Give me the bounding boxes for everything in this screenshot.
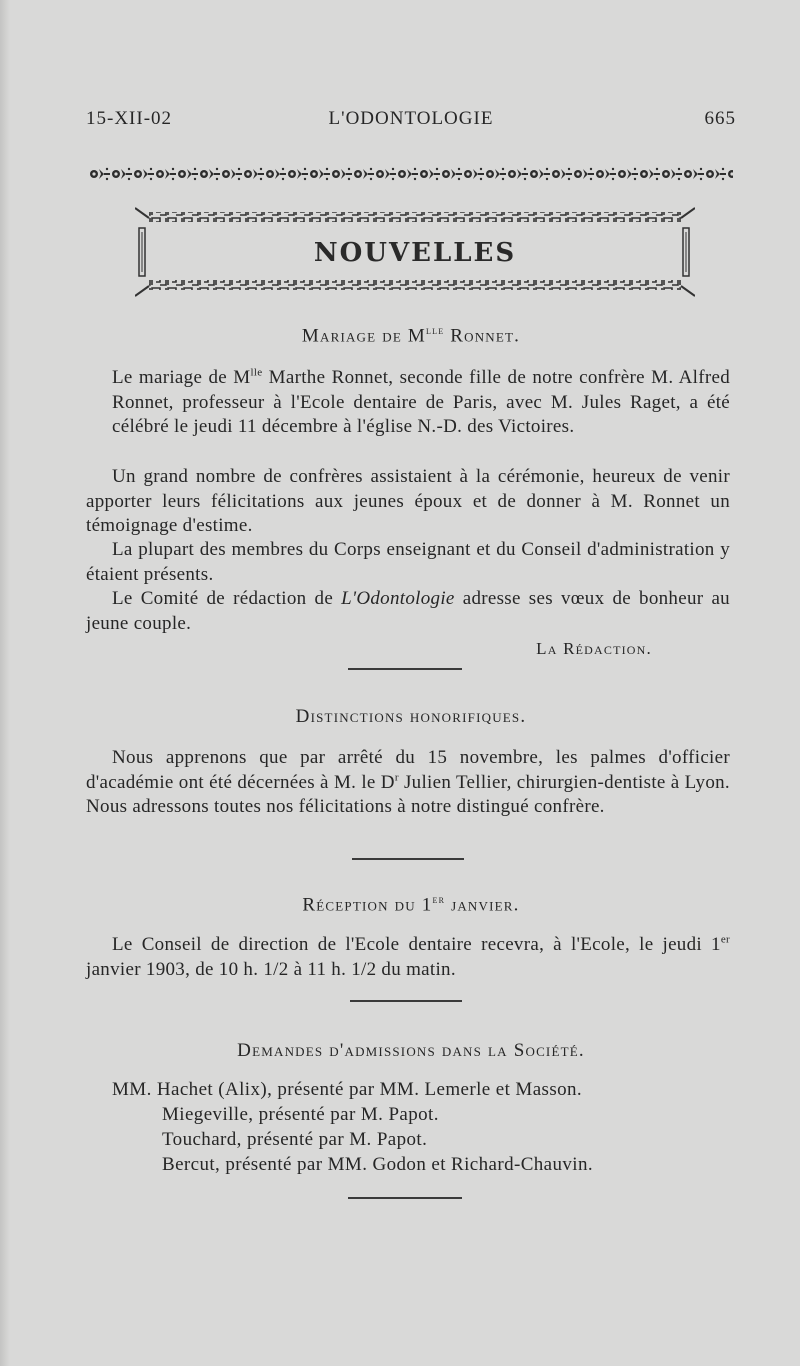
paragraph-reception: Le Conseil de direction de l'Ecole dentaire recevra, à l'Ecole, le jeudi 1er janvier 1903, de 10 h. 1/2 à 11 h. 1/2 du matin. xyxy=(86,933,730,980)
admission-line: MM. Hachet (Alix), présenté par MM. Lemerle et Masson. xyxy=(112,1079,583,1100)
section-title-reception: Réception du 1er janvier. xyxy=(302,894,520,916)
header-date: 15-XII-02 xyxy=(86,108,173,129)
header-journal-title: L'ODONTOLOGIE xyxy=(328,108,494,129)
section-title-distinctions: Distinctions honorifiques. xyxy=(295,706,527,727)
running-header xyxy=(86,108,736,138)
page-edge-shadow xyxy=(0,0,10,1366)
admission-line: Miegeville, présenté par M. Papot. xyxy=(162,1104,439,1125)
header-page-number: 665 xyxy=(704,108,736,129)
paragraph-mariage-4: Le Comité de rédaction de L'Odontologie adresse ses vœux de bonheur au jeune couple. xyxy=(86,588,730,634)
admission-line: Bercut, présenté par MM. Godon et Richard-Chauvin. xyxy=(162,1154,594,1175)
separator-rule xyxy=(350,1000,462,1002)
paragraph-mariage-1: Le mariage de $M^{lle}$ Marthe Ronnet, seconde fille de notre confrère M. Alfred Ronnet, professeur à l'Ecole dentaire de Paris, avec M. Jules Raget, a été célébré le jeudi 11 décembre à l'église N.-D. des Victoires. xyxy=(112,366,730,437)
section-title-mariage: Mariage de $M^{lle}$ Ronnet. xyxy=(301,325,521,347)
signature-redaction: La Rédaction. xyxy=(536,639,652,658)
separator-rule xyxy=(348,1197,462,1199)
banner-title: NOUVELLES xyxy=(313,238,517,268)
separator-rule xyxy=(352,858,464,860)
paragraph-mariage-2: Un grand nombre de confrères assistaient à la cérémonie, heureux de venir apporter leurs félicitations aux jeunes époux et de donner à M. Ronnet un témoignage d'estime. xyxy=(86,466,730,536)
paragraph-distinctions: Nous apprenons que par arrêté du 15 novembre, les palmes d'officier d'académie ont été décernées à M. le $D^r$ Julien Tellier, chirurgien-dentiste à Lyon. Nous adressons toutes nos félicitations à notre distingué confrère. xyxy=(86,747,730,817)
section-banner xyxy=(135,206,695,298)
ornament-band xyxy=(88,165,733,183)
separator-rule xyxy=(348,668,462,670)
paragraph-mariage-3: La plupart des membres du Corps enseignant et du Conseil d'administration y étaient présents. xyxy=(86,539,730,585)
admission-line: Touchard, présenté par M. Papot. xyxy=(162,1129,428,1150)
section-title-demandes: Demandes d'admissions dans la Société. xyxy=(237,1040,585,1061)
